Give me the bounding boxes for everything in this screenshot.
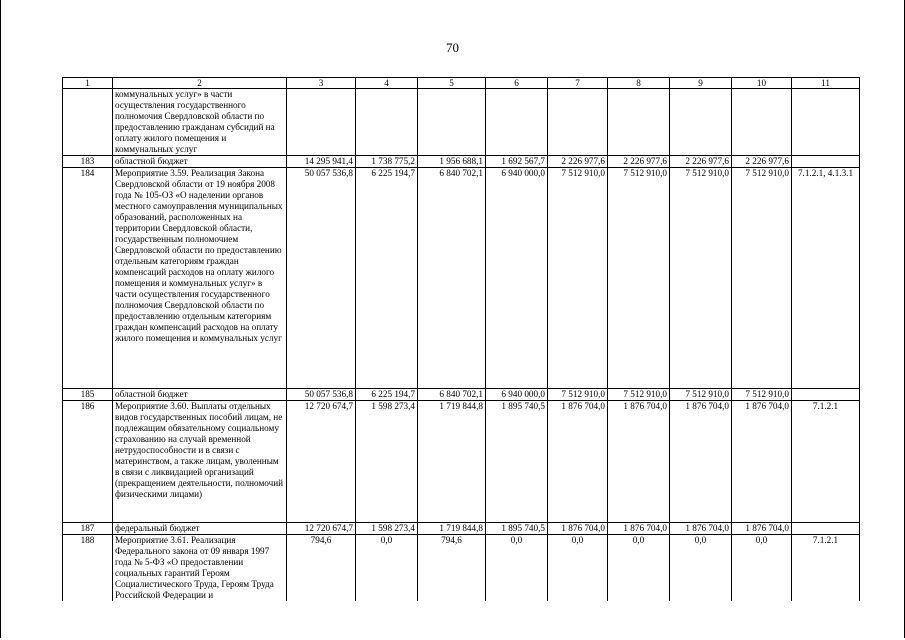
value-cell: 0,0 (670, 535, 732, 602)
reference-cell: 7.1.2.1 (792, 401, 860, 523)
value-cell: 0,0 (356, 535, 418, 602)
value-cell (732, 89, 792, 156)
value-cell: 2 226 977,6 (670, 156, 732, 168)
column-header: 11 (792, 78, 860, 89)
value-cell: 6 840 702,1 (418, 389, 486, 401)
value-cell: 0,0 (548, 535, 608, 602)
row-number (63, 89, 113, 156)
table-row (63, 168, 860, 389)
value-cell: 1 895 740,5 (486, 523, 548, 535)
column-header: 1 (63, 78, 113, 89)
row-description: федеральный бюджет (113, 523, 287, 535)
row-description: областной бюджет (113, 156, 287, 168)
reference-cell (792, 523, 860, 535)
value-cell (548, 89, 608, 156)
table-header-row (63, 78, 860, 89)
row-number: 184 (63, 168, 113, 389)
value-cell: 7 512 910,0 (732, 168, 792, 389)
value-cell: 1 738 775,2 (356, 156, 418, 168)
value-cell: 7 512 910,0 (670, 389, 732, 401)
budget-table (62, 77, 860, 601)
reference-cell (792, 156, 860, 168)
value-cell: 1 719 844,8 (418, 523, 486, 535)
value-cell: 1 876 704,0 (548, 401, 608, 523)
value-cell: 12 720 674,7 (287, 523, 356, 535)
table-row (63, 89, 860, 156)
row-number: 187 (63, 523, 113, 535)
value-cell: 7 512 910,0 (732, 389, 792, 401)
value-cell: 1 876 704,0 (608, 523, 670, 535)
value-cell: 7 512 910,0 (608, 389, 670, 401)
value-cell: 1 876 704,0 (732, 401, 792, 523)
value-cell: 1 876 704,0 (548, 523, 608, 535)
column-header: 3 (287, 78, 356, 89)
value-cell: 2 226 977,6 (548, 156, 608, 168)
value-cell (287, 89, 356, 156)
value-cell: 0,0 (486, 535, 548, 602)
value-cell: 7 512 910,0 (608, 168, 670, 389)
table-row (63, 156, 860, 168)
column-header: 6 (486, 78, 548, 89)
value-cell: 1 876 704,0 (608, 401, 670, 523)
value-cell: 2 226 977,6 (608, 156, 670, 168)
row-description: Мероприятие 3.61. Реализация Федерального закона от 09 января 1997 года № 5-ФЗ «О предоставлении социальных гарантий Героям Социалистического Труда, Героям Труда Российской Федерации и (113, 535, 287, 602)
page-number: 70 (446, 40, 459, 55)
column-header: 7 (548, 78, 608, 89)
value-cell: 2 226 977,6 (732, 156, 792, 168)
table-row (63, 389, 860, 401)
value-cell: 794,6 (418, 535, 486, 602)
table-row (63, 401, 860, 523)
value-cell: 6 940 000,0 (486, 389, 548, 401)
value-cell: 12 720 674,7 (287, 401, 356, 523)
value-cell (418, 89, 486, 156)
value-cell (608, 89, 670, 156)
value-cell: 6 840 702,1 (418, 168, 486, 389)
value-cell: 1 956 688,1 (418, 156, 486, 168)
reference-cell: 7.1.2.1 (792, 535, 860, 602)
column-header: 4 (356, 78, 418, 89)
value-cell: 1 876 704,0 (670, 523, 732, 535)
row-description: областной бюджет (113, 389, 287, 401)
reference-cell: 7.1.2.1, 4.1.3.1 (792, 168, 860, 389)
row-description: Мероприятие 3.59. Реализация Закона Свердловской области от 19 ноября 2008 года № 105-ОЗ «О наделении органов местного самоуправления муниципальных образований, расположенных на территории Свердловской области, государственным полномочием Свердловской области по предоставлению отдельным категориям граждан компенсаций расходов на оплату жилого помещения и коммунальных услуг» в части осуществления государственного полномочия Свердловской области по предоставлению отдельным категориям граждан компенсаций расходов на оплату жилого помещения и коммунальных услуг (113, 168, 287, 389)
value-cell: 6 225 194,7 (356, 168, 418, 389)
value-cell (356, 89, 418, 156)
value-cell: 794,6 (287, 535, 356, 602)
value-cell: 50 057 536,8 (287, 389, 356, 401)
value-cell: 0,0 (608, 535, 670, 602)
value-cell: 1 719 844,8 (418, 401, 486, 523)
value-cell: 7 512 910,0 (548, 389, 608, 401)
row-number: 183 (63, 156, 113, 168)
column-header: 5 (418, 78, 486, 89)
row-number: 186 (63, 401, 113, 523)
column-header: 2 (113, 78, 287, 89)
row-description: Мероприятие 3.60. Выплаты отдельных видов государственных пособий лицам, не подлежащим обязательному социальному страхованию на случай временной нетрудоспособности и в связи с материнством, а также лицам, уволенным в связи с ликвидацией организаций (прекращением деятельности, полномочий физическими лицами) (113, 401, 287, 523)
reference-cell (792, 89, 860, 156)
row-number: 185 (63, 389, 113, 401)
value-cell: 1 598 273,4 (356, 523, 418, 535)
value-cell: 7 512 910,0 (670, 168, 732, 389)
row-number: 188 (63, 535, 113, 602)
value-cell: 0,0 (732, 535, 792, 602)
value-cell (670, 89, 732, 156)
value-cell (486, 89, 548, 156)
value-cell: 1 692 567,7 (486, 156, 548, 168)
reference-cell (792, 389, 860, 401)
column-header: 9 (670, 78, 732, 89)
table-row (63, 535, 860, 602)
value-cell: 1 598 273,4 (356, 401, 418, 523)
value-cell: 1 895 740,5 (486, 401, 548, 523)
column-header: 8 (608, 78, 670, 89)
value-cell: 14 295 941,4 (287, 156, 356, 168)
value-cell: 1 876 704,0 (732, 523, 792, 535)
value-cell: 1 876 704,0 (670, 401, 732, 523)
table-row (63, 523, 860, 535)
value-cell: 6 225 194,7 (356, 389, 418, 401)
value-cell: 6 940 000,0 (486, 168, 548, 389)
column-header: 10 (732, 78, 792, 89)
row-description: коммунальных услуг» в части осуществления государственного полномочия Свердловской области по предоставлению гражданам субсидий на оплату жилого помещения и коммунальных услуг (113, 89, 287, 156)
value-cell: 7 512 910,0 (548, 168, 608, 389)
value-cell: 50 057 536,8 (287, 168, 356, 389)
